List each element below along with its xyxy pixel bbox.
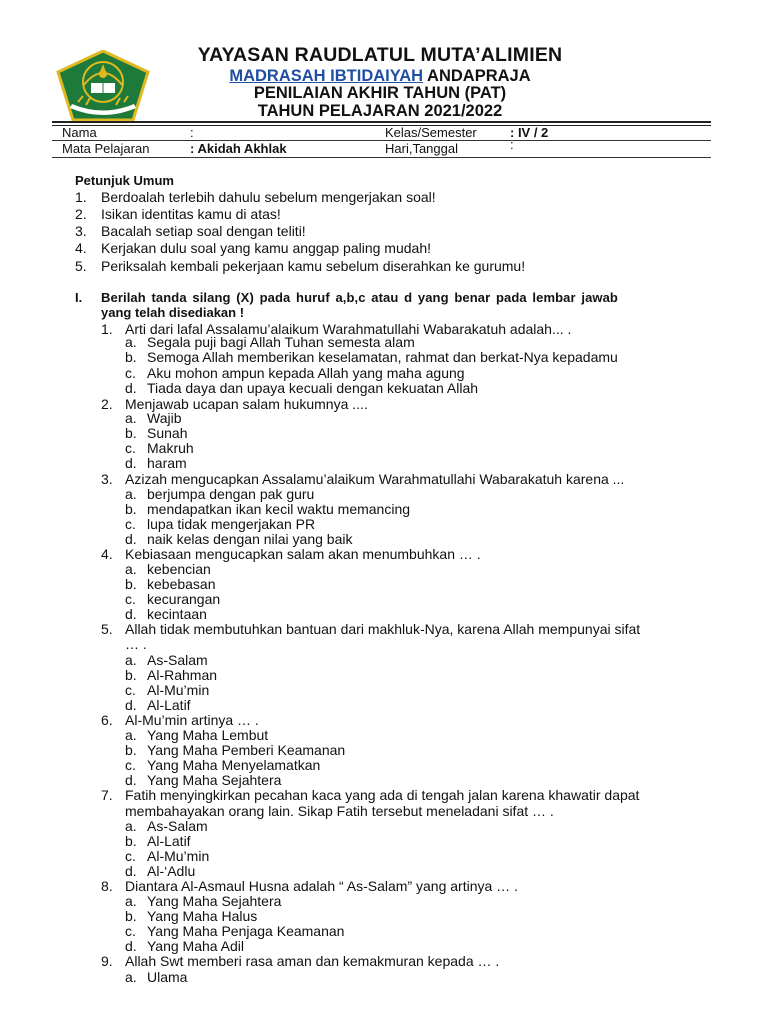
- option-letter: d.: [125, 772, 137, 788]
- instruction-num: 3.: [75, 223, 87, 239]
- instruction-num: 1.: [75, 189, 87, 205]
- hari-colon: :: [510, 137, 514, 152]
- option-text: lupa tidak mengerjakan PR: [147, 516, 316, 532]
- kelas-label: Kelas/Semester: [385, 125, 477, 140]
- exam-title: PENILAIAN AKHIR TAHUN (PAT): [253, 84, 507, 102]
- section-number: I.: [75, 290, 83, 305]
- option-letter: b.: [125, 667, 137, 683]
- option-text: As-Salam: [147, 652, 208, 668]
- option-letter: a.: [125, 561, 137, 577]
- question-number: 9.: [101, 953, 113, 969]
- option-letter: d.: [125, 606, 137, 622]
- question-number: 2.: [101, 396, 113, 412]
- option-text: Al-Mu’min: [147, 848, 210, 864]
- question-text: Arti dari lafal Assalamu’alaikum Warahmatullahi Wabarakatuh adalah... .: [125, 321, 572, 337]
- option-letter: a.: [125, 486, 137, 502]
- option-letter: b.: [125, 576, 137, 592]
- option-text: Yang Maha Menyelamatkan: [147, 757, 321, 773]
- question-text: Fatih menyingkirkan pecahan kaca yang ada di tengah jalan karena khawatir dapat: [125, 787, 640, 803]
- option-letter: a.: [125, 334, 137, 350]
- question-text: Allah Swt memberi rasa aman dan kemakmuran kepada … .: [125, 953, 500, 969]
- option-text: As-Salam: [147, 818, 208, 834]
- option-letter: b.: [125, 425, 137, 441]
- question-number: 5.: [101, 621, 113, 637]
- option-letter: c.: [125, 440, 136, 456]
- option-letter: d.: [125, 380, 137, 396]
- mapel-value: : Akidah Akhlak: [190, 141, 287, 156]
- option-letter: a.: [125, 969, 137, 985]
- question-number: 8.: [101, 878, 113, 894]
- instruction-text: Berdoalah terlebih dahulu sebelum mengerjakan soal!: [101, 189, 436, 205]
- option-letter: b.: [125, 908, 137, 924]
- option-letter: d.: [125, 863, 137, 879]
- instruction-text: Bacalah setiap soal dengan teliti!: [101, 223, 306, 239]
- option-text: Yang Maha Sejahtera: [147, 893, 282, 909]
- mapel-label: Mata Pelajaran: [62, 141, 150, 156]
- option-text: kebencian: [147, 561, 211, 577]
- header-divider-thick: [52, 121, 711, 123]
- option-text: Yang Maha Lembut: [147, 727, 269, 743]
- option-text: Yang Maha Sejahtera: [147, 772, 282, 788]
- option-letter: d.: [125, 531, 137, 547]
- option-letter: d.: [125, 455, 137, 471]
- kelas-value: : IV / 2: [510, 125, 549, 140]
- option-text: mendapatkan ikan kecil waktu memancing: [147, 501, 411, 517]
- instruction-num: 4.: [75, 240, 87, 256]
- option-letter: d.: [125, 697, 137, 713]
- option-letter: a.: [125, 727, 137, 743]
- question-text: Menjawab ucapan salam hukumnya ....: [125, 396, 368, 412]
- foundation-name: YAYASAN RAUDLATUL MUTA’ALIMIEN: [197, 44, 563, 66]
- section-instruction-line2: yang telah disediakan !: [101, 305, 245, 320]
- option-text: kecurangan: [147, 591, 221, 607]
- option-letter: b.: [125, 833, 137, 849]
- option-text: Yang Maha Adil: [147, 938, 245, 954]
- option-text: Al-Latif: [147, 697, 191, 713]
- option-text: Al-Rahman: [147, 667, 218, 683]
- question-number: 6.: [101, 712, 113, 728]
- instruction-num: 2.: [75, 206, 87, 222]
- option-text: Makruh: [147, 440, 194, 456]
- option-text: berjumpa dengan pak guru: [147, 486, 315, 502]
- option-text: Ulama: [147, 969, 188, 985]
- option-text: naik kelas dengan nilai yang baik: [147, 531, 353, 547]
- option-letter: a.: [125, 410, 137, 426]
- question-number: 3.: [101, 471, 113, 487]
- question-text: Azizah mengucapkan Assalamu’alaikum Warahmatullahi Wabarakatuh karena ...: [125, 471, 625, 487]
- option-text: Aku mohon ampun kepada Allah yang maha agung: [147, 365, 465, 381]
- question-text: Kebiasaan mengucapkan salam akan menumbuhkan … .: [125, 546, 481, 562]
- question-text-cont: membahayakan orang lain. Sikap Fatih tersebut meneladani sifat … .: [125, 803, 554, 819]
- school-name: [150, 68, 610, 85]
- option-letter: a.: [125, 893, 137, 909]
- option-letter: a.: [125, 652, 137, 668]
- school-name-rest: ANDAPRAJA: [423, 67, 531, 85]
- instruction-text: Isikan identitas kamu di atas!: [101, 206, 281, 222]
- instruction-num: 5.: [75, 258, 87, 274]
- question-number: 1.: [101, 321, 113, 337]
- option-letter: b.: [125, 349, 137, 365]
- option-letter: c.: [125, 591, 136, 607]
- option-letter: c.: [125, 682, 136, 698]
- instruction-text: Periksalah kembali pekerjaan kamu sebelum diserahkan ke gurumu!: [101, 258, 526, 274]
- instructions-title: Petunjuk Umum: [75, 173, 174, 188]
- nama-label: Nama: [62, 125, 97, 140]
- option-letter: a.: [125, 818, 137, 834]
- identity-row-divider: [52, 140, 711, 141]
- school-year: TAHUN PELAJARAN 2021/2022: [257, 102, 503, 120]
- option-text: Al-‘Adlu: [147, 863, 196, 879]
- option-text: haram: [147, 455, 187, 471]
- option-letter: c.: [125, 516, 136, 532]
- option-text: Wajib: [147, 410, 182, 426]
- question-number: 7.: [101, 787, 113, 803]
- option-text: Segala puji bagi Allah Tuhan semesta alam: [147, 334, 415, 350]
- option-letter: d.: [125, 938, 137, 954]
- question-text: Diantara Al-Asmaul Husna adalah “ As-Salam” yang artinya … .: [125, 878, 518, 894]
- option-letter: c.: [125, 848, 136, 864]
- header-divider-thin: [52, 125, 711, 126]
- option-letter: b.: [125, 742, 137, 758]
- question-text-cont: … .: [125, 636, 147, 652]
- option-text: kecintaan: [147, 606, 207, 622]
- nama-colon: :: [190, 125, 194, 140]
- question-number: 4.: [101, 546, 113, 562]
- option-letter: b.: [125, 501, 137, 517]
- question-text: Allah tidak membutuhkan bantuan dari makhluk-Nya, karena Allah mempunyai sifat: [125, 621, 641, 637]
- option-text: Al-Latif: [147, 833, 191, 849]
- question-text: Al-Mu’min artinya … .: [125, 712, 259, 728]
- identity-bottom-divider: [52, 157, 711, 158]
- option-text: Semoga Allah memberikan keselamatan, rahmat dan berkat-Nya kepadamu: [147, 349, 618, 365]
- section-instruction-line1: Berilah tanda silang (X) pada huruf a,b,c atau d yang benar pada lembar jawab: [101, 290, 618, 305]
- option-letter: c.: [125, 923, 136, 939]
- hari-label: Hari,Tanggal: [385, 141, 458, 156]
- madrasah-link[interactable]: MADRASAH IBTIDAIYAH: [229, 67, 424, 85]
- option-text: kebebasan: [147, 576, 216, 592]
- option-letter: c.: [125, 757, 136, 773]
- option-text: Yang Maha Pemberi Keamanan: [147, 742, 346, 758]
- option-text: Tiada daya dan upaya kecuali dengan kekuatan Allah: [147, 380, 479, 396]
- option-text: Yang Maha Penjaga Keamanan: [147, 923, 345, 939]
- kemenag-logo-icon: [56, 50, 150, 122]
- option-letter: c.: [125, 365, 136, 381]
- option-text: Sunah: [147, 425, 188, 441]
- option-text: Yang Maha Halus: [147, 908, 258, 924]
- option-text: Al-Mu’min: [147, 682, 210, 698]
- instruction-text: Kerjakan dulu soal yang kamu anggap paling mudah!: [101, 240, 432, 256]
